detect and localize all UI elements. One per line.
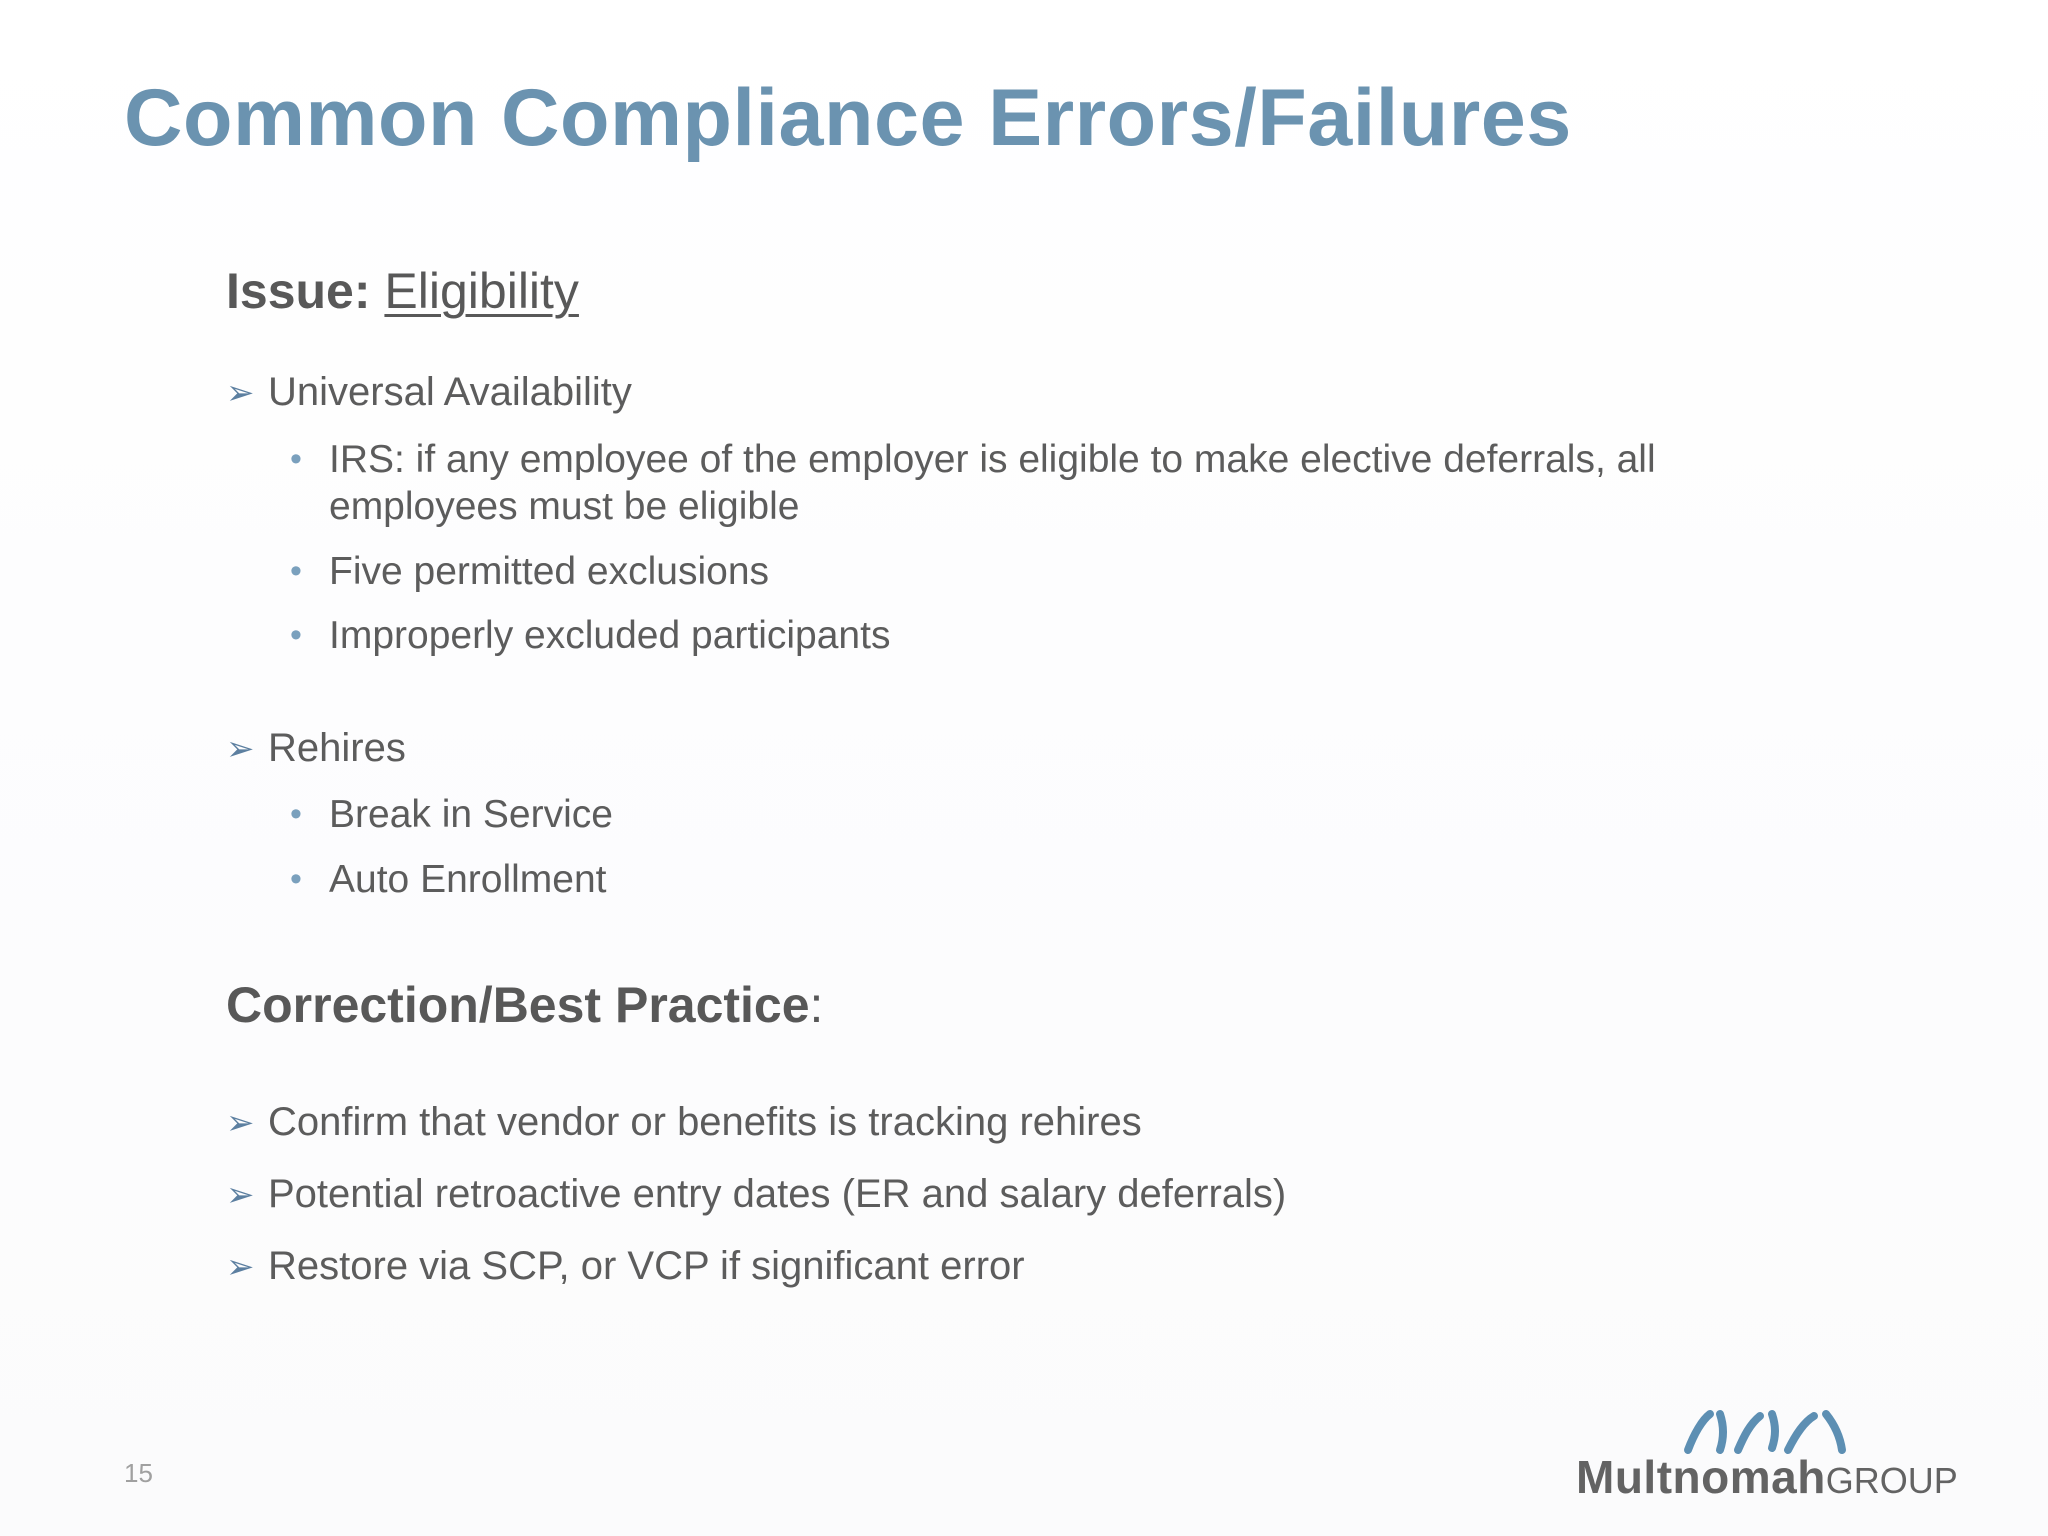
list-item xyxy=(226,370,632,415)
correction-label: Correction/Best Practice xyxy=(226,977,810,1033)
list-item xyxy=(226,1244,1025,1289)
list-item xyxy=(226,1172,1286,1217)
wave-icon xyxy=(1680,1404,1860,1456)
correction-heading xyxy=(226,976,823,1034)
list-item-text: Potential retroactive entry dates (ER and salary deferrals) xyxy=(268,1172,1287,1216)
list-item-text: Universal Availability xyxy=(268,370,632,414)
sub-list-item-text: IRS: if any employee of the employer is eligible to make elective deferrals, all employees must be eligible xyxy=(329,438,1656,528)
dot-bullet-icon: • xyxy=(290,440,302,478)
list-item-text: Restore via SCP, or VCP if significant error xyxy=(268,1244,1025,1288)
arrow-bullet-icon: ➢ xyxy=(226,1175,255,1214)
dot-bullet-icon: • xyxy=(290,552,302,590)
sub-list-item-text: Five permitted exclusions xyxy=(329,550,770,593)
logo-wordmark xyxy=(1576,1450,1958,1504)
arrow-bullet-icon: ➢ xyxy=(226,1247,255,1286)
sub-list-item-text: Break in Service xyxy=(329,793,613,836)
issue-heading xyxy=(226,262,579,320)
issue-topic: Eligibility xyxy=(384,263,579,319)
list-item-text: Confirm that vendor or benefits is tracking rehires xyxy=(268,1100,1142,1144)
list-item xyxy=(226,1100,1142,1145)
dot-bullet-icon: • xyxy=(290,616,302,654)
dot-bullet-icon: • xyxy=(290,795,302,833)
sub-list-item xyxy=(290,436,1710,530)
arrow-bullet-icon: ➢ xyxy=(226,729,255,768)
page-number: 15 xyxy=(124,1458,153,1488)
sub-list-item-text: Improperly excluded participants xyxy=(329,614,891,657)
issue-label: Issue: xyxy=(226,263,371,319)
list-item xyxy=(226,726,406,771)
sub-list-item xyxy=(290,612,1710,659)
sub-list-item xyxy=(290,548,1710,595)
list-item-text: Rehires xyxy=(268,726,406,770)
sub-list-item-text: Auto Enrollment xyxy=(329,858,607,901)
arrow-bullet-icon: ➢ xyxy=(226,1103,255,1142)
company-logo xyxy=(1576,1400,1966,1503)
correction-suffix: : xyxy=(809,977,824,1033)
dot-bullet-icon: • xyxy=(290,860,302,898)
slide-title: Common Compliance Errors/Failures xyxy=(124,73,1572,163)
logo-suffix: GROUP xyxy=(1825,1460,1958,1501)
arrow-bullet-icon: ➢ xyxy=(226,373,255,412)
sub-list-item xyxy=(290,791,1710,838)
sub-list-item xyxy=(290,856,1710,903)
logo-name: Multnomah xyxy=(1576,1451,1826,1503)
